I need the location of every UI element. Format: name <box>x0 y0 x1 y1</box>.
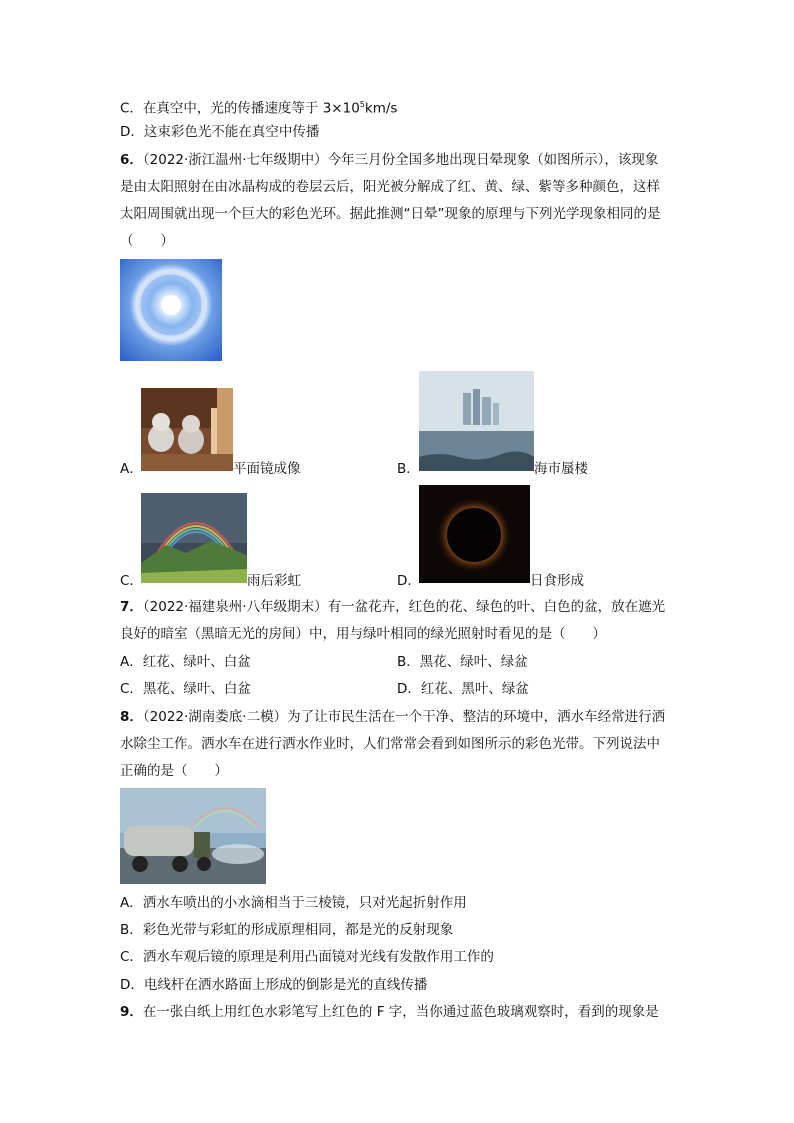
q6-option-c-letter: C． <box>120 573 143 589</box>
q9-number: 9． <box>120 1004 143 1020</box>
q6-option-d-letter: D． <box>397 573 421 589</box>
q6-option-a-text: 平面镜成像 <box>233 461 301 477</box>
q7-line2: 良好的暗室（黑暗无光的房间）中，用与绿叶相同的绿光照射时看见的是（ ） <box>120 626 606 642</box>
q7-number: 7． <box>120 599 143 615</box>
q7-option-d: D．红花、黑叶、绿盆 <box>397 681 529 697</box>
q8-line1: 8．（2022·湖南娄底·二模）为了让市民生活在一个干净、整洁的环境中，洒水车经常进行洒 <box>120 709 666 725</box>
q8-option-b: B．彩色光带与彩虹的形成原理相同，都是光的反射现象 <box>120 922 454 938</box>
q8-line2: 水除尘工作。洒水车在进行洒水作业时，人们常常会看到如图所示的彩色光带。下列说法中 <box>120 736 660 752</box>
q6-option-b-letter: B． <box>397 461 420 477</box>
q6-option-c-text: 雨后彩虹 <box>247 573 301 589</box>
sun-halo-image <box>120 259 222 361</box>
q7-source: （2022·福建泉州·八年级期末） <box>142 599 328 615</box>
q6-option-b-text: 海市蜃楼 <box>534 461 588 477</box>
q6-line4: （ ） <box>120 233 174 249</box>
q6-line2: 是由太阳照射在由冰晶构成的卷层云后，阳光被分解成了红、黄、绿、紫等多种颜色，这样 <box>120 179 660 195</box>
q7-option-a: A．红花、绿叶、白盆 <box>120 654 251 670</box>
q8-number: 8． <box>120 709 143 725</box>
plane-mirror-image <box>141 388 233 471</box>
q9-line1: 9．在一张白纸上用红色水彩笔写上红色的 F 字，当你通过蓝色玻璃观察时，看到的现象是 <box>120 1004 659 1020</box>
q7-option-c: C．黑花、绿叶、白盆 <box>120 681 251 697</box>
mirage-image <box>419 371 534 471</box>
q8-option-a: A．洒水车喷出的小水滴相当于三棱镜，只对光起折射作用 <box>120 895 467 911</box>
q6-line1: 6．（2022·浙江温州·七年级期中）今年三月份全国多地出现日晕现象（如图所示），该现象 <box>120 152 659 168</box>
water-truck-image <box>120 788 266 884</box>
rainbow-image <box>141 493 247 583</box>
q5-option-d: D．这束彩色光不能在真空中传播 <box>120 124 320 140</box>
q6-number: 6． <box>120 152 143 168</box>
q8-source: （2022·湖南娄底·二模） <box>142 709 288 725</box>
q6-option-a-letter: A． <box>120 461 143 477</box>
solar-eclipse-image <box>419 485 530 583</box>
q8-line3: 正确的是（ ） <box>120 763 228 779</box>
q6-option-d-text: 日食形成 <box>530 573 584 589</box>
q8-option-c: C．洒水车观后镜的原理是利用凸面镜对光线有发散作用工作的 <box>120 949 494 965</box>
q6-line3: 太阳周围就出现一个巨大的彩色光环。据此推测“日晕”现象的原理与下列光学现象相同的是 <box>120 206 661 222</box>
q6-source: （2022·浙江温州·七年级期中） <box>142 152 328 168</box>
q7-line1: 7．（2022·福建泉州·八年级期末）有一盆花卉，红色的花、绿色的叶、白色的盆，放在遮光 <box>120 599 666 615</box>
q7-option-b: B．黑花、绿叶、绿盆 <box>397 654 528 670</box>
q8-option-d: D．电线杆在洒水路面上形成的倒影是光的直线传播 <box>120 977 428 993</box>
q5-option-c: C．在真空中，光的传播速度等于 $3\times 10^5km/s$ <box>120 100 398 117</box>
